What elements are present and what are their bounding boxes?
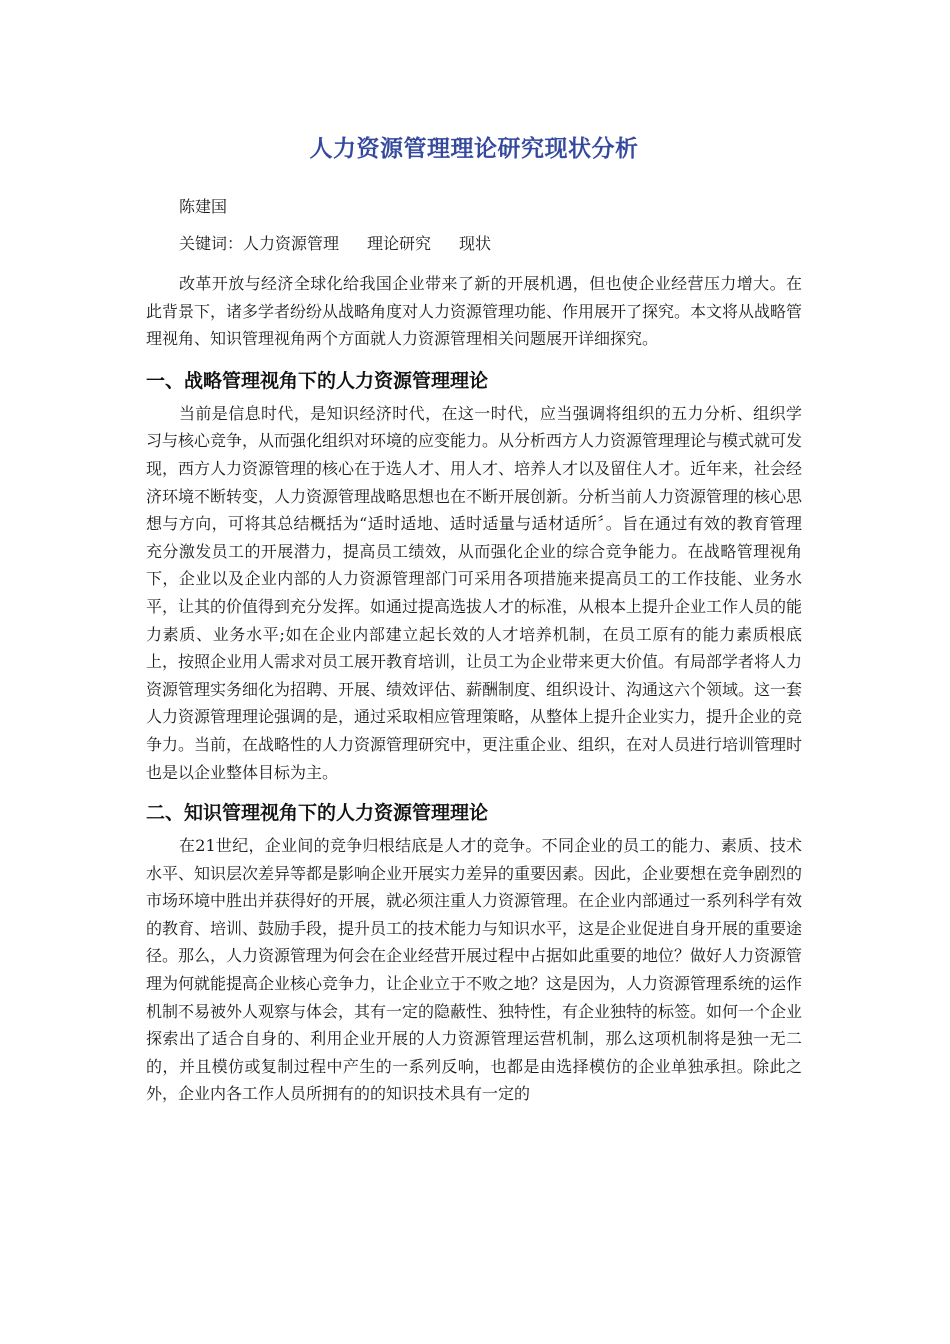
section-heading: 二、知识管理视角下的人力资源管理理论 xyxy=(146,802,489,825)
keyword: 理论研究 xyxy=(367,234,432,253)
keyword: 人力资源管理 xyxy=(243,234,340,253)
section-heading: 一、战略管理视角下的人力资源管理理论 xyxy=(146,369,489,392)
intro-paragraph: 改革开放与经济全球化给我国企业带来了新的开展机遇，但也使企业经营压力增大。在此背景下，诸多学者纷纷从战略角度对人力资源管理功能、作用展开了探究。本文将从战略管理视角、知识管理视角两个方面就人力资源管理相关问题展开详细探究。 xyxy=(146,274,803,349)
section-paragraph: 在21世纪，企业间的竞争归根结底是人才的竞争。不同企业的员工的能力、素质、技术水平、知识层次差异等都是影响企业开展实力差异的重要因素。因此，企业要想在竞争剧烈的市场环境中胜出并获得好的开展，就必须注重人力资源管理。在企业内部通过一系列科学有效的教育、培训、鼓励手段，提升员工的技术能力与知识水平，这是企业促进自身开展的重要途径。那么，人力资源管理为何会在企业经营开展过程中占据如此重要的地位？做好人力资源管理为何就能提高企业核心竞争力，让企业立于不败之地？这是因为，人力资源管理系统的运作机制不易被外人观察与体会，其有一定的隐蔽性、独特性，有企业独特的标签。如何一个企业探索出了适合自身的、利用企业开展的人力资源管理运营机制，那么这项机制将是独一无二的，并且模仿或复制过程中产生的一系列反响，也都是由选择模仿的企业单独承担。除此之外，企业内各工作人员所拥有的的知识技术具有一定的 xyxy=(146,836,803,1104)
author-name: 陈建国 xyxy=(179,197,228,216)
document-title: 人力资源管理理论研究现状分析 xyxy=(309,136,639,162)
section-paragraph: 当前是信息时代，是知识经济时代，在这一时代，应当强调将组织的五力分析、组织学习与核心竞争，从而强化组织对环境的应变能力。从分析西方人力资源管理理论与模式就可发现，西方人力资源管理的核心在于选人才、用人才、培养人才以及留住人才。近年来，社会经济环境不断转变，人力资源管理战略思想也在不断开展创新。分析当前人力资源管理的核心思想与方向，可将其总结概括为“适时适地、适时适量与适材适所〞。旨在通过有效的教育管理充分激发员工的开展潜力，提高员工绩效，从而强化企业的综合竞争能力。在战略管理视角下，企业以及企业内部的人力资源管理部门可采用各项措施来提高员工的工作技能、业务水平，让其的价值得到充分发挥。如通过提高选拔人才的标准，从根本上提升企业工作人员的能力素质、业务水平;如在企业内部建立起长效的人才培养机制，在员工原有的能力素质根底上，按照企业用人需求对员工展开教育培训，让员工为企业带来更大价值。有局部学者将人力资源管理实务细化为招聘、开展、绩效评估、薪酬制度、组织设计、沟通这六个领域。这一套人力资源管理理论强调的是，通过采取相应管理策略，从整体上提升企业实力，提升企业的竞争力。当前，在战略性的人力资源管理研究中，更注重企业、组织，在对人员进行培训管理时也是以企业整体目标为主。 xyxy=(146,403,803,782)
keywords-line xyxy=(179,233,802,255)
keyword: 现状 xyxy=(459,234,492,253)
keywords-label: 关键词： xyxy=(179,234,244,253)
